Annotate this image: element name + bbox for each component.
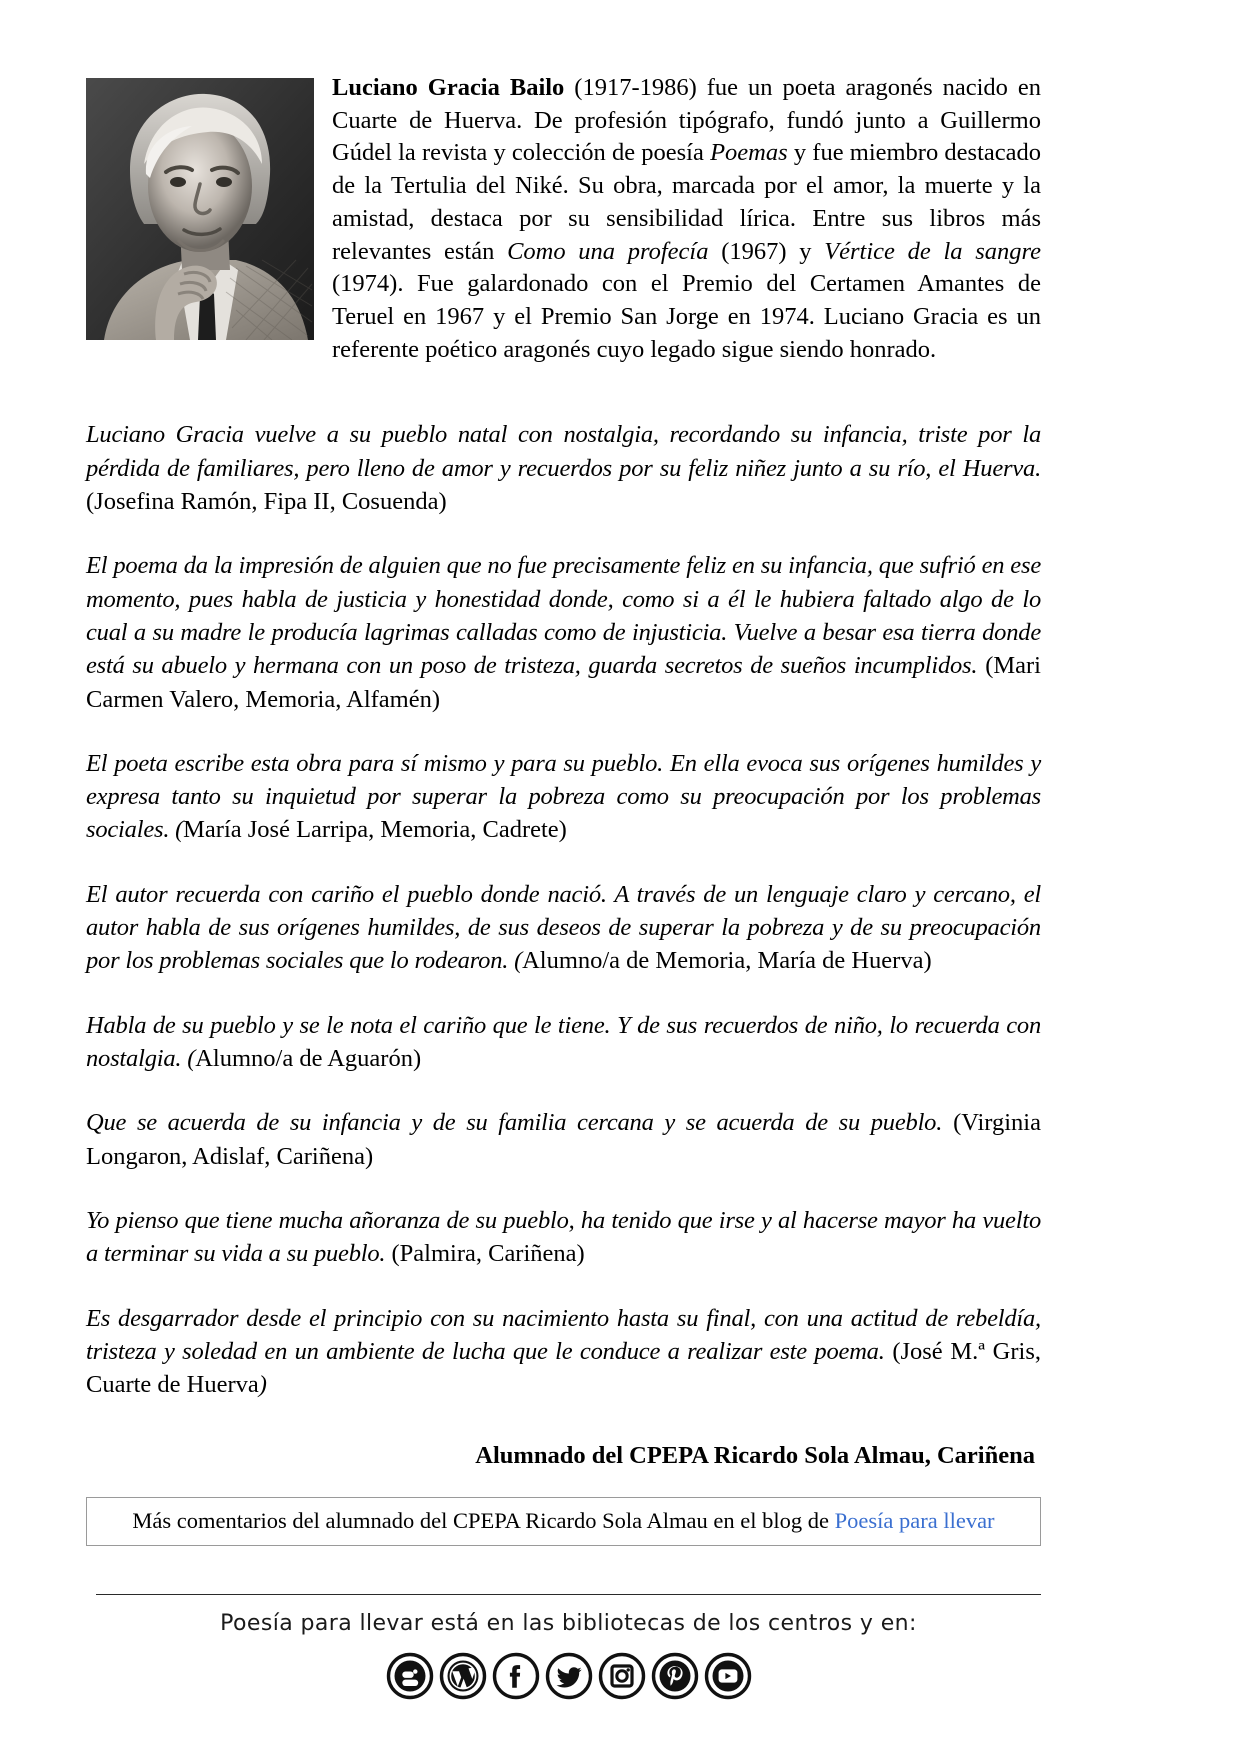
comment-attribution: Alumno/a de Memoria, María de Huerva) — [522, 947, 932, 975]
author-portrait — [86, 78, 314, 340]
student-comments-list — [86, 418, 1041, 1401]
comment-attribution-tail: ) — [258, 1371, 267, 1399]
pinterest-icon[interactable] — [651, 1652, 699, 1700]
blog-link-box — [86, 1497, 1041, 1546]
comment-quote: El poema da la impresión de alguien que no fue precisamente feliz en su infancia, que sufrió en ese momento, pues habla de justicia y honestidad donde, como si a él le hubiera faltado algo de lo cual a su madre le producía lagrimas calladas como de injusticia. Vuelve a besar esa tierra donde está su abuelo y hermana con un poso de tristeza, guarda secretos de sueños incumplidos. — [86, 552, 1041, 680]
comment-attribution: Alumno/a de Aguarón) — [195, 1045, 422, 1073]
comment-attribution: (José M.ª Gris, Cuarte de Huerva — [86, 1337, 1041, 1399]
page-footer — [96, 1594, 1041, 1700]
comment-quote: Luciano Gracia vuelve a su pueblo natal con nostalgia, recordando su infancia, triste por la pérdida de familiares, pero lleno de amor y recuerdos por su feliz niñez junto a su río, el Huerva. — [86, 421, 1041, 482]
comment-item — [86, 747, 1041, 847]
author-name: Luciano Gracia Bailo — [332, 74, 565, 101]
bio-part-4: (1974). Fue galardonado con el Premio del Certamen Amantes de Teruel en 1967 y el Premio San Jorge en 1974. Luciano Gracia es un referente poético aragonés cuyo legado sigue siendo honrado. — [332, 270, 1041, 363]
comment-quote: Yo pienso que tiene mucha añoranza de su pueblo, ha tenido que irse y al hacerse mayor ha vuelto a terminar su vida a su pueblo. — [86, 1206, 1041, 1268]
comment-attribution: María José Larripa, Memoria, Cadrete) — [183, 816, 567, 844]
comment-item — [86, 1009, 1041, 1076]
comment-quote: Es desgarrador desde el principio con su nacimiento hasta su final, con una actitud de rebeldía, tristeza y soledad en un ambiente de lucha que le conduce a realizar este poema. — [86, 1304, 1041, 1365]
wordpress-icon[interactable] — [439, 1652, 487, 1700]
blog-box-text: Más comentarios del alumnado del CPEPA Ricardo Sola Almau en el blog de — [132, 1507, 835, 1533]
social-icons-row — [96, 1652, 1041, 1700]
twitter-icon[interactable] — [545, 1652, 593, 1700]
blogger-icon[interactable] — [386, 1652, 434, 1700]
biography-block — [86, 72, 1041, 366]
instagram-icon[interactable] — [598, 1652, 646, 1700]
signature-line: Alumnado del CPEPA Ricardo Sola Almau, Cariñena — [475, 1441, 1035, 1469]
bio-part-3: (1967) y — [708, 237, 825, 265]
bio-part-2: y fue miembro destacado de la Tertulia del Niké. Su obra, marcada por el amor, la muerte y la amistad, destaca por su sensibilidad lírica. Entre sus libros más relevantes están — [332, 139, 1041, 265]
comment-item — [86, 1302, 1041, 1402]
comment-attribution: (Mari Carmen Valero, Memoria, Alfamén) — [86, 652, 1041, 713]
bio-part-1: (1917-1986) fue un poeta aragonés nacido en Cuarte de Huerva. De profesión tipógrafo, fundó junto a Guillermo Gúdel la revista y colección de poesía — [332, 74, 1042, 167]
comment-item — [86, 1106, 1041, 1173]
footer-divider — [96, 1594, 1041, 1595]
comment-attribution: (Virginia Longaron, Adislaf, Cariñena) — [86, 1109, 1041, 1170]
comment-quote: El poeta escribe esta obra para sí mismo y para su pueblo. En ella evoca sus orígenes humildes y expresa tanto su inquietud por superar la pobreza como su preocupación por los problemas sociales. ( — [86, 749, 1041, 844]
footer-tagline: Poesía para llevar está en las bibliotecas de los centros y en: — [220, 1611, 917, 1636]
youtube-icon[interactable] — [704, 1652, 752, 1700]
comment-quote: Que se acuerda de su infancia y de su familia cercana y se acuerda de su pueblo. — [86, 1109, 943, 1137]
comment-item — [86, 549, 1041, 716]
poesia-para-llevar-link[interactable]: Poesía para llevar — [834, 1507, 995, 1533]
facebook-icon[interactable] — [492, 1652, 540, 1700]
comment-quote: El autor recuerda con cariño el pueblo donde nació. A través de un lenguaje claro y cercano, el autor habla de sus orígenes humildes, de sus deseos de superar la pobreza y de su preocupación por los problemas sociales que lo rodearon. ( — [86, 880, 1041, 975]
comment-item — [86, 418, 1041, 518]
comment-item — [86, 878, 1041, 978]
comment-quote: Habla de su pueblo y se le nota el cariño que le tiene. Y de sus recuerdos de niño, lo recuerda con nostalgia. ( — [86, 1011, 1041, 1073]
comment-item — [86, 1204, 1041, 1271]
work-title-vertice-de-la-sangre: Vértice de la sangre — [824, 237, 1041, 265]
work-title-como-una-profecia: Como una profecía — [507, 237, 709, 265]
comment-attribution: (Palmira, Cariñena) — [385, 1240, 585, 1268]
work-title-poemas: Poemas — [710, 139, 788, 167]
document-content — [86, 72, 1041, 1546]
comment-attribution: (Josefina Ramón, Fipa II, Cosuenda) — [86, 487, 447, 515]
